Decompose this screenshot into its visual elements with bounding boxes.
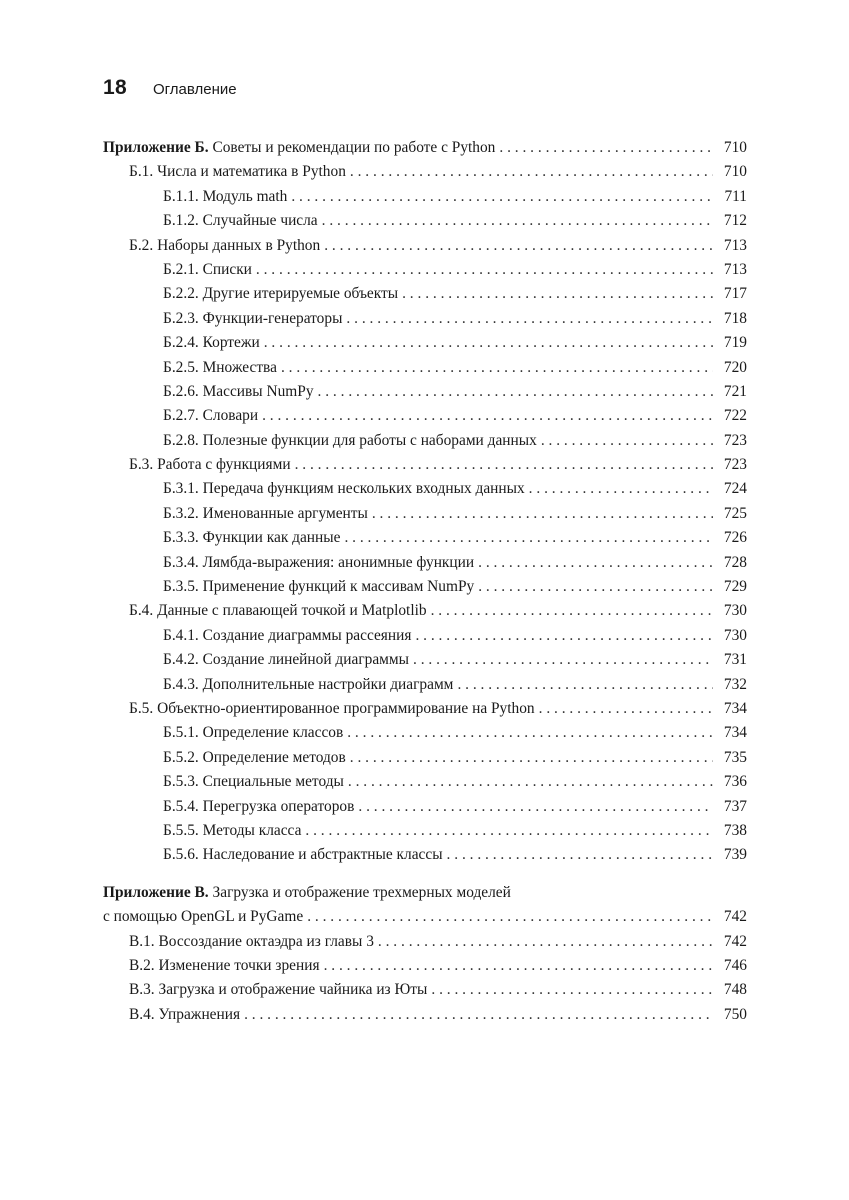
toc-entry-page: 712 — [723, 212, 747, 230]
dot-leader — [244, 1003, 713, 1027]
toc-entry[interactable] — [103, 282, 747, 306]
appendix-v-title-line2: с помощью OpenGL и PyGame — [103, 908, 304, 926]
dot-leader — [478, 551, 713, 575]
dot-leader — [346, 307, 713, 331]
toc-entry[interactable] — [103, 380, 747, 404]
toc-entry-title: Б.5.4. Перегрузка операторов — [163, 797, 355, 815]
toc-entry-title: Б.5.6. Наследование и абстрактные классы — [163, 846, 443, 864]
toc-entry-title: Б.5. Объектно-ориентированное программирование на Python — [129, 699, 535, 717]
toc-entry-title: Б.1.2. Случайные числа — [163, 212, 318, 230]
toc-entry-title: Б.3. Работа с функциями — [129, 456, 291, 474]
toc-entry-page: 713 — [723, 236, 747, 254]
toc-entry[interactable] — [103, 160, 747, 184]
dot-leader — [447, 843, 713, 867]
toc-entry-title: Б.4.2. Создание линейной диаграммы — [163, 651, 409, 669]
toc-entry[interactable] — [103, 624, 747, 648]
dot-leader — [256, 258, 713, 282]
toc-entry[interactable] — [103, 978, 747, 1002]
toc-entry[interactable] — [103, 599, 747, 623]
dot-leader — [431, 599, 713, 623]
dot-leader — [264, 331, 713, 355]
dot-leader — [413, 648, 713, 672]
appendix-b-entries — [103, 160, 747, 867]
toc-entry[interactable] — [103, 1003, 747, 1027]
toc-entry-page: 731 — [723, 651, 747, 669]
toc-appendix-b-heading[interactable] — [103, 136, 747, 160]
dot-leader — [378, 930, 713, 954]
running-title: Оглавление — [152, 81, 237, 98]
toc-entry[interactable] — [103, 234, 747, 258]
toc-entry-title: Б.4. Данные с плавающей точкой и Matplotlib — [129, 602, 427, 620]
toc-entry-page: 734 — [723, 699, 747, 717]
toc-entry-title: Б.2.5. Множества — [163, 358, 277, 376]
appendix-b-title: Советы и рекомендации по работе с Python — [212, 139, 496, 156]
toc-entry-page: 746 — [723, 956, 747, 974]
toc-entry-page: 713 — [723, 260, 747, 278]
toc-entry[interactable] — [103, 721, 747, 745]
toc-entry-title: Б.2.2. Другие итерируемые объекты — [163, 285, 399, 303]
toc-entry-page: 723 — [723, 456, 747, 474]
toc-entry-title: Б.3.1. Передача функциям нескольких входных данных — [163, 480, 525, 498]
toc-entry-page: 729 — [723, 578, 747, 596]
toc-entry-page: 725 — [723, 504, 747, 522]
appendix-b-prefix: Приложение Б. — [103, 139, 209, 156]
toc-entry-title: Б.5.1. Определение классов — [163, 724, 344, 742]
toc-entry[interactable] — [103, 307, 747, 331]
appendix-v-page: 742 — [723, 908, 747, 926]
running-header — [103, 76, 237, 100]
toc-entry-page: 726 — [723, 529, 747, 547]
toc-entry-page: 718 — [723, 309, 747, 327]
toc-entry-title: В.1. Воссоздание октаэдра из главы 3 — [129, 932, 374, 950]
dot-leader — [499, 136, 713, 160]
toc-entry-title: Б.3.3. Функции как данные — [163, 529, 341, 547]
toc-entry-page: 750 — [723, 1005, 747, 1023]
toc-entry-title: Б.2. Наборы данных в Python — [129, 236, 321, 254]
toc-appendix-v-heading-line1[interactable] — [103, 881, 747, 905]
dot-leader — [318, 380, 713, 404]
toc-entry-title: Б.2.7. Словари — [163, 407, 259, 425]
toc-entry-title: Б.4.3. Дополнительные настройки диаграмм — [163, 675, 454, 693]
toc-entry[interactable] — [103, 954, 747, 978]
section-gap — [103, 868, 747, 881]
toc-entry-page: 719 — [723, 334, 747, 352]
toc-entry-page: 723 — [723, 431, 747, 449]
toc-entry-title: Б.2.8. Полезные функции для работы с наборами данных — [163, 431, 537, 449]
toc-entry-title: Б.4.1. Создание диаграммы рассеяния — [163, 626, 412, 644]
toc-entry[interactable] — [103, 404, 747, 428]
appendix-b-page: 710 — [723, 139, 747, 156]
toc-entry-title: Б.5.3. Специальные методы — [163, 773, 344, 791]
toc-entry[interactable] — [103, 526, 747, 550]
table-of-contents — [103, 136, 747, 1027]
toc-entry[interactable] — [103, 648, 747, 672]
dot-leader — [539, 697, 713, 721]
dot-leader — [291, 185, 713, 209]
dot-leader — [358, 795, 713, 819]
toc-appendix-v-heading-line2[interactable] — [103, 905, 747, 929]
toc-entry[interactable] — [103, 331, 747, 355]
dot-leader — [529, 477, 713, 501]
toc-entry-page: 738 — [723, 821, 747, 839]
toc-entry-page: 721 — [723, 382, 747, 400]
dot-leader — [322, 209, 713, 233]
toc-entry-title: Б.1.1. Модуль math — [163, 187, 288, 205]
dot-leader — [344, 526, 713, 550]
appendix-v-title-line1: Загрузка и отображение трехмерных моделей — [212, 883, 511, 901]
toc-entry-title: Б.3.4. Лямбда-выражения: анонимные функции — [163, 553, 475, 571]
dot-leader — [415, 624, 713, 648]
dot-leader — [262, 404, 713, 428]
toc-entry[interactable] — [103, 795, 747, 819]
toc-entry-page: 732 — [723, 675, 747, 693]
toc-entry-title: В.3. Загрузка и отображение чайника из Юты — [129, 981, 428, 999]
dot-leader — [372, 502, 713, 526]
toc-entry-page: 739 — [723, 846, 747, 864]
toc-entry[interactable] — [103, 453, 747, 477]
toc-entry[interactable] — [103, 258, 747, 282]
toc-entry[interactable] — [103, 819, 747, 843]
toc-entry-page: 711 — [724, 187, 747, 205]
dot-leader — [281, 356, 713, 380]
toc-entry[interactable] — [103, 429, 747, 453]
toc-entry-title: Б.3.2. Именованные аргументы — [163, 504, 368, 522]
toc-entry-page: 728 — [723, 553, 747, 571]
toc-entry-title: Б.2.3. Функции-генераторы — [163, 309, 343, 327]
toc-entry-title: Б.1. Числа и математика в Python — [129, 163, 346, 181]
toc-entry[interactable] — [103, 356, 747, 380]
dot-leader — [324, 234, 713, 258]
toc-entry-title: Б.5.2. Определение методов — [163, 748, 346, 766]
page-number: 18 — [103, 76, 127, 99]
toc-entry-page: 742 — [723, 932, 747, 950]
dot-leader — [305, 819, 713, 843]
toc-entry-title: Б.3.5. Применение функций к массивам NumPy — [163, 578, 475, 596]
toc-entry[interactable] — [103, 551, 747, 575]
toc-entry-page: 724 — [723, 480, 747, 498]
toc-entry-page: 722 — [723, 407, 747, 425]
dot-leader — [541, 429, 713, 453]
dot-leader — [431, 978, 713, 1002]
toc-entry-title: В.2. Изменение точки зрения — [129, 956, 320, 974]
toc-entry-title: Б.2.6. Массивы NumPy — [163, 382, 314, 400]
toc-entry-page: 737 — [723, 797, 747, 815]
toc-entry[interactable] — [103, 209, 747, 233]
toc-entry[interactable] — [103, 477, 747, 501]
dot-leader — [402, 282, 713, 306]
toc-entry-page: 720 — [723, 358, 747, 376]
toc-entry-page: 730 — [723, 602, 747, 620]
dot-leader — [307, 905, 713, 929]
toc-entry-title: В.4. Упражнения — [129, 1005, 241, 1023]
toc-entry-title: Б.2.1. Списки — [163, 260, 252, 278]
dot-leader — [324, 954, 713, 978]
toc-entry[interactable] — [103, 843, 747, 867]
toc-entry[interactable] — [103, 697, 747, 721]
toc-entry-page: 748 — [723, 981, 747, 999]
appendix-v-prefix: Приложение В. — [103, 883, 209, 901]
dot-leader — [295, 453, 713, 477]
toc-entry-title: Б.2.4. Кортежи — [163, 334, 260, 352]
dot-leader — [457, 673, 713, 697]
appendix-v-entries — [103, 930, 747, 1028]
toc-entry[interactable] — [103, 770, 747, 794]
dot-leader — [478, 575, 713, 599]
toc-entry[interactable] — [103, 575, 747, 599]
toc-entry-page: 736 — [723, 773, 747, 791]
toc-entry[interactable] — [103, 673, 747, 697]
toc-entry-page: 734 — [723, 724, 747, 742]
toc-entry[interactable] — [103, 185, 747, 209]
dot-leader — [347, 721, 713, 745]
toc-entry[interactable] — [103, 746, 747, 770]
toc-entry-page: 717 — [723, 285, 747, 303]
toc-entry[interactable] — [103, 930, 747, 954]
toc-entry[interactable] — [103, 502, 747, 526]
dot-leader — [350, 746, 713, 770]
toc-entry-page: 710 — [723, 163, 747, 181]
toc-entry-title: Б.5.5. Методы класса — [163, 821, 302, 839]
dot-leader — [350, 160, 713, 184]
dot-leader — [348, 770, 713, 794]
toc-entry-page: 735 — [723, 748, 747, 766]
toc-entry-page: 730 — [723, 626, 747, 644]
